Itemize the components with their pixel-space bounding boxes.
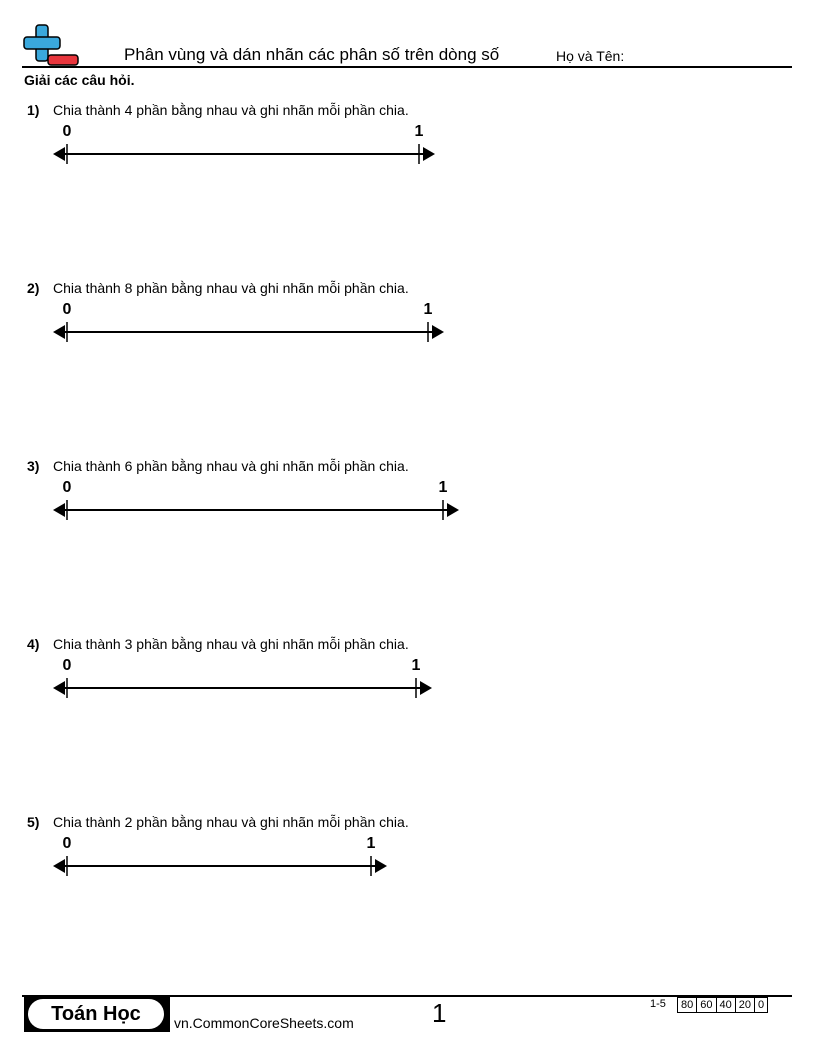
problem-number: 2) [27, 280, 40, 296]
score-cell: 40 [716, 998, 735, 1013]
number-line [0, 318, 500, 342]
problem-number: 3) [27, 458, 40, 474]
end-label: 1 [411, 657, 421, 674]
problem-text: Chia thành 3 phần bằng nhau và ghi nhãn mỗi phần chia. [53, 636, 409, 652]
plus-minus-logo-icon [22, 24, 80, 68]
instructions: Giải các câu hỏi. [24, 72, 135, 88]
page-number: 1 [432, 998, 447, 1028]
end-label: 1 [423, 301, 433, 318]
problem-text: Chia thành 8 phần bằng nhau và ghi nhãn mỗi phần chia. [53, 280, 409, 296]
number-line [0, 140, 500, 164]
problem-2 [0, 280, 816, 380]
page-title: Phân vùng và dán nhãn các phân số trên dòng số [124, 45, 500, 64]
number-line [0, 852, 500, 876]
problem-3 [0, 458, 816, 558]
score-cell: 60 [697, 998, 716, 1013]
problem-text: Chia thành 6 phần bằng nhau và ghi nhãn mỗi phần chia. [53, 458, 409, 474]
problem-number: 1) [27, 102, 40, 118]
number-line [0, 674, 500, 698]
problem-5 [0, 814, 816, 914]
score-table [677, 997, 768, 1013]
site-url: vn.CommonCoreSheets.com [174, 1015, 354, 1031]
problem-4 [0, 636, 816, 736]
start-label: 0 [62, 657, 72, 674]
score-cell: 80 [678, 998, 697, 1013]
score-cell: 0 [755, 998, 768, 1013]
score-cell: 20 [735, 998, 754, 1013]
brand-label: Toán Học [28, 999, 164, 1029]
start-label: 0 [62, 479, 72, 496]
end-label: 1 [366, 835, 376, 852]
start-label: 0 [62, 835, 72, 852]
end-label: 1 [414, 123, 424, 140]
start-label: 0 [62, 123, 72, 140]
end-label: 1 [438, 479, 448, 496]
problem-number: 4) [27, 636, 40, 652]
brand-badge [24, 996, 170, 1032]
problem-text: Chia thành 4 phần bằng nhau và ghi nhãn mỗi phần chia. [53, 102, 409, 118]
header-divider [22, 66, 792, 68]
problem-text: Chia thành 2 phần bằng nhau và ghi nhãn mỗi phần chia. [53, 814, 409, 830]
problem-1 [0, 102, 816, 202]
score-range: 1-5 [650, 998, 666, 1010]
problem-number: 5) [27, 814, 40, 830]
name-field-label: Họ và Tên: [556, 48, 625, 64]
start-label: 0 [62, 301, 72, 318]
number-line [0, 496, 500, 520]
